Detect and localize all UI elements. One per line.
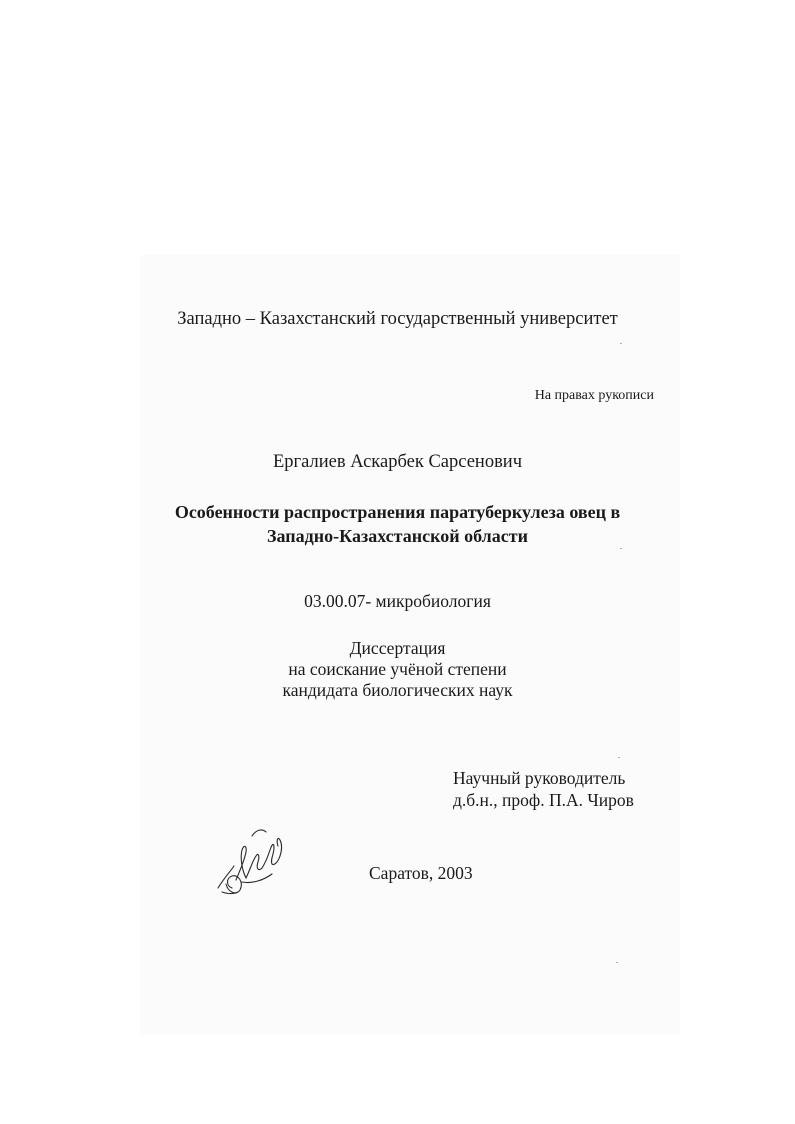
scan-speck xyxy=(620,548,622,549)
scan-speck xyxy=(620,343,622,344)
title-line-1: Особенности распространения паратуберкулеза овец в xyxy=(174,502,621,522)
scientific-advisor xyxy=(453,767,634,811)
degree-statement xyxy=(0,638,795,701)
title-line-2: Западно-Казахстанской области xyxy=(267,526,528,546)
scan-speck xyxy=(616,962,618,963)
specialty-code: 03.00.07- микробиология xyxy=(304,591,491,611)
university-name: Западно – Казахстанский государственный университет xyxy=(177,309,618,329)
degree-line-2: на соискание учёной степени xyxy=(288,659,507,679)
dissertation-title xyxy=(0,500,795,548)
scan-speck xyxy=(618,757,620,758)
place-and-year: Саратов, 2003 xyxy=(369,863,473,883)
degree-line-1: Диссертация xyxy=(349,638,446,658)
handwritten-signature xyxy=(212,822,290,902)
manuscript-note: На правах рукописи xyxy=(534,388,654,403)
advisor-line-1: Научный руководитель xyxy=(453,768,626,788)
degree-line-3: кандидата биологических наук xyxy=(282,680,513,700)
advisor-line-2: д.б.н., проф. П.А. Чиров xyxy=(453,790,634,810)
author-name: Ергалиев Аскарбек Сарсенович xyxy=(272,452,523,472)
